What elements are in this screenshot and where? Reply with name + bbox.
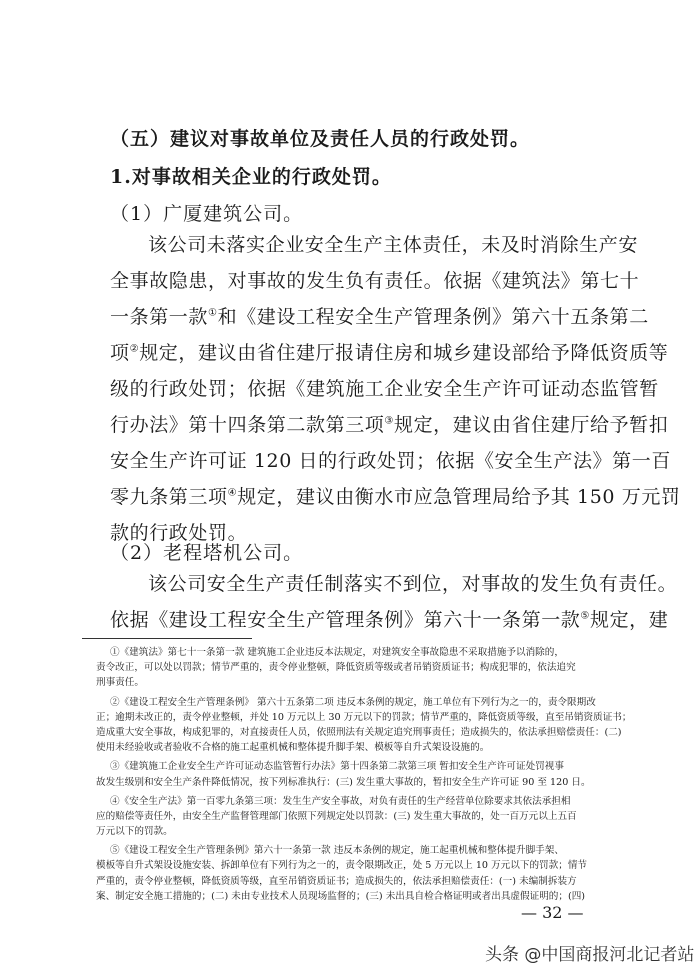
footnote-ref: ③ <box>384 415 394 427</box>
footnote-line: 模板等自升式架设设施安装、拆卸单位有下列行为之一的，责令限期改正，处 5 万元以上 10 万元以下的罚款；情节 <box>96 860 588 872</box>
footnote-line: 万元以下的罚款。 <box>96 826 173 838</box>
paragraph-line: 级的行政处罚；依据《建筑施工企业安全生产许可证动态监管暂 <box>110 378 659 400</box>
paragraph-line: 全事故隐患，对事故的发生负有责任。依据《建筑法》第七十 <box>110 270 640 292</box>
footnote-line: ⑤《建设工程安全生产管理条例》第六十一条第一款 违反本条例的规定，施工起重机械和整体提升脚手架、 <box>110 845 564 857</box>
paragraph-laocheng <box>110 566 678 638</box>
footnote-line: 故发生级别和安全生产条件降低情况，按下列标准执行：(三) 发生重大事故的，暂扣安全生产许可证 90 至 120 日。 <box>96 776 591 788</box>
subsection-heading: 1.对事故相关企业的行政处罚。 <box>110 166 392 188</box>
company-heading-1: （1）广厦建筑公司。 <box>110 203 304 225</box>
footnote-line: 应的赔偿等责任外，由安全生产监督管理部门依照下列规定处以罚款：(三) 发生重大事故的，处一百万元以上五百 <box>96 810 577 822</box>
paragraph-line: 行办法》第十四条第二款第三项③规定，建议由省住建厅给予暂扣 <box>110 414 669 436</box>
footnote-line: 造成重大安全事故，构成犯罪的，对直接责任人员，依照刑法有关规定追究刑事责任；造成损失的，依法承担赔偿责任：(二) <box>96 726 622 738</box>
footnote-line: ③《建筑施工企业安全生产许可证动态监管暂行办法》第十四条第二款第三项 暂扣安全生产许可证处罚视事 <box>110 761 564 773</box>
paragraph-guangsha <box>110 227 681 551</box>
paragraph-line: 该公司安全生产责任制落实不到位，对事故的发生负有责任。 <box>148 573 678 595</box>
section-heading: （五）建议对事故单位及责任人员的行政处罚。 <box>110 128 531 150</box>
page-number: — 32 — <box>521 903 584 922</box>
paragraph-line: 依据《建设工程安全生产管理条例》第六十一条第一款⑤规定，建 <box>110 609 669 631</box>
footnote-ref: ⑤ <box>580 610 590 622</box>
footnotes <box>82 645 632 904</box>
footnote-line: 责令改正，可以处以罚款；情节严重的，责令停业整顿，降低资质等级或者吊销资质证书；构成犯罪的，依法追究 <box>96 662 576 674</box>
footnote-line: 严重的，责令停业整顿，降低资质等级，直至吊销资质证书；造成损失的，依法承担赔偿责任：(一) 未编制拆装方 <box>96 875 577 887</box>
footnote-line: 正；逾期未改正的，责令停业整顿，并处 10 万元以上 30 万元以下的罚款；情节严重的，降低资质等级，直至吊销资质证书； <box>96 711 632 723</box>
footnote-line: ①《建筑法》第七十一条第一款 建筑施工企业违反本法规定，对建筑安全事故隐患不采取措施予以消除的， <box>110 647 564 658</box>
footnote-line: 使用未经验收或者验收不合格的施工起重机械和整体提升脚手架、模板等自升式架设设施的。 <box>96 742 490 754</box>
paragraph-line: 该公司未落实企业安全生产主体责任，未及时消除生产安 <box>148 234 639 256</box>
paragraph-line: 一条第一款①和《建设工程安全生产管理条例》第六十五条第二 <box>110 306 649 328</box>
watermark: 头条 @中国商报河北记者站 <box>485 945 694 965</box>
footnote-ref: ② <box>129 343 140 355</box>
paragraph-line: 项②规定，建议由省住建厅报请住房和城乡建设部给予降低资质等 <box>110 342 669 364</box>
footnote-ref: ④ <box>227 487 238 499</box>
footnote-line: 案、制定安全施工措施的；(二) 未由专业技术人员现场监督的；(三) 未出具自检合格证明或者出具虚假证明的；(四) <box>96 890 586 902</box>
footnote-divider <box>82 638 252 639</box>
footnote-line: ④《安全生产法》第一百零九条第三项：发生生产安全事故，对负有责任的生产经营单位除要求其依法承担相 <box>110 795 571 807</box>
footnote-ref: ① <box>208 307 218 319</box>
paragraph-line: 安全生产许可证 120 日的行政处罚；依据《安全生产法》第一百 <box>110 450 671 472</box>
paragraph-line: 款的行政处罚。 <box>110 522 248 544</box>
footnote-line: ②《建设工程安全生产管理条例》 第六十五条第二项 违反本条例的规定，施工单位有下列行为之一的，责令限期改 <box>110 696 596 708</box>
paragraph-line: 零九条第三项④规定，建议由衡水市应急管理局给予其 150 万元罚 <box>110 486 681 508</box>
footnote-line: 刑事责任。 <box>96 677 144 689</box>
company-heading-2: （2）老程塔机公司。 <box>110 542 304 564</box>
